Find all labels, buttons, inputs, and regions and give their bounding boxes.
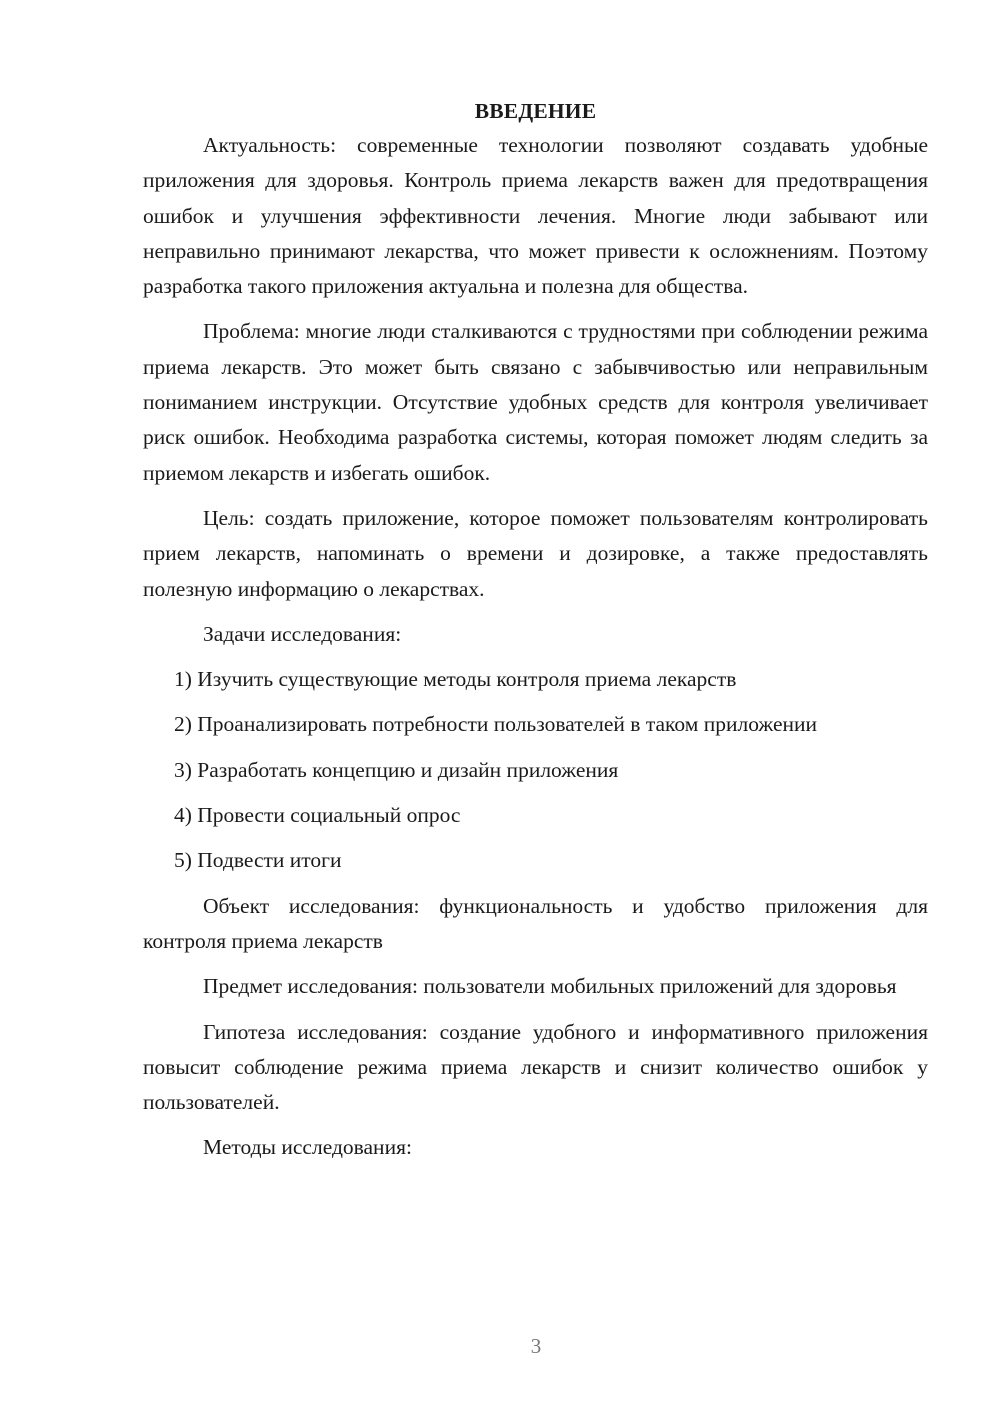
list-item: 2) Проанализировать потребности пользователей в таком приложении: [174, 712, 818, 737]
section-heading: ВВЕДЕНИЕ: [474, 99, 597, 123]
paragraph-subject: Предмет исследования: пользователи мобильных приложений для здоровья: [203, 974, 897, 999]
paragraph-object: Объект исследования: функциональность и удобство приложения для контроля приема лекарств: [143, 893, 928, 953]
paragraph-relevance: Актуальность: современные технологии позволяют создавать удобные приложения для здоровья. Контроль приема лекарств важен для предотвращения ошибок и улучшения эффективности лечения. Многие люди забывают или неправильно принимают лекарства, что может привести к осложнениям. Поэтому разработка такого приложения актуальна и полезна для общества.: [143, 133, 928, 299]
page-number: 3: [530, 1334, 542, 1358]
paragraph-goal: Цель: создать приложение, которое поможет пользователям контролировать прием лекарств, напоминать о времени и дозировке, а также предоставлять полезную информацию о лекарствах.: [143, 505, 928, 601]
document-page: [143, 94, 928, 1176]
paragraph-hypothesis: Гипотеза исследования: создание удобного и информативного приложения повысит соблюдение режима приема лекарств и снизит количество ошибок у пользователей.: [143, 1019, 928, 1115]
paragraph-methods: Методы исследования:: [203, 1135, 412, 1160]
tasks-list: [143, 662, 928, 878]
list-item: 5) Подвести итоги: [174, 848, 342, 873]
paragraph-tasks-intro: Задачи исследования:: [203, 621, 402, 646]
list-item: 1) Изучить существующие методы контроля приема лекарств: [174, 667, 737, 692]
list-item: 4) Провести социальный опрос: [174, 803, 461, 828]
paragraph-problem: Проблема: многие люди сталкиваются с трудностями при соблюдении режима приема лекарств. Это может быть связано с забывчивостью или неправильным пониманием инструкции. Отсутствие удобных средств для контроля увеличивает риск ошибок. Необходима разработка системы, которая поможет людям следить за приемом лекарств и избегать ошибок.: [143, 319, 928, 485]
list-item: 3) Разработать концепцию и дизайн приложения: [174, 757, 619, 782]
